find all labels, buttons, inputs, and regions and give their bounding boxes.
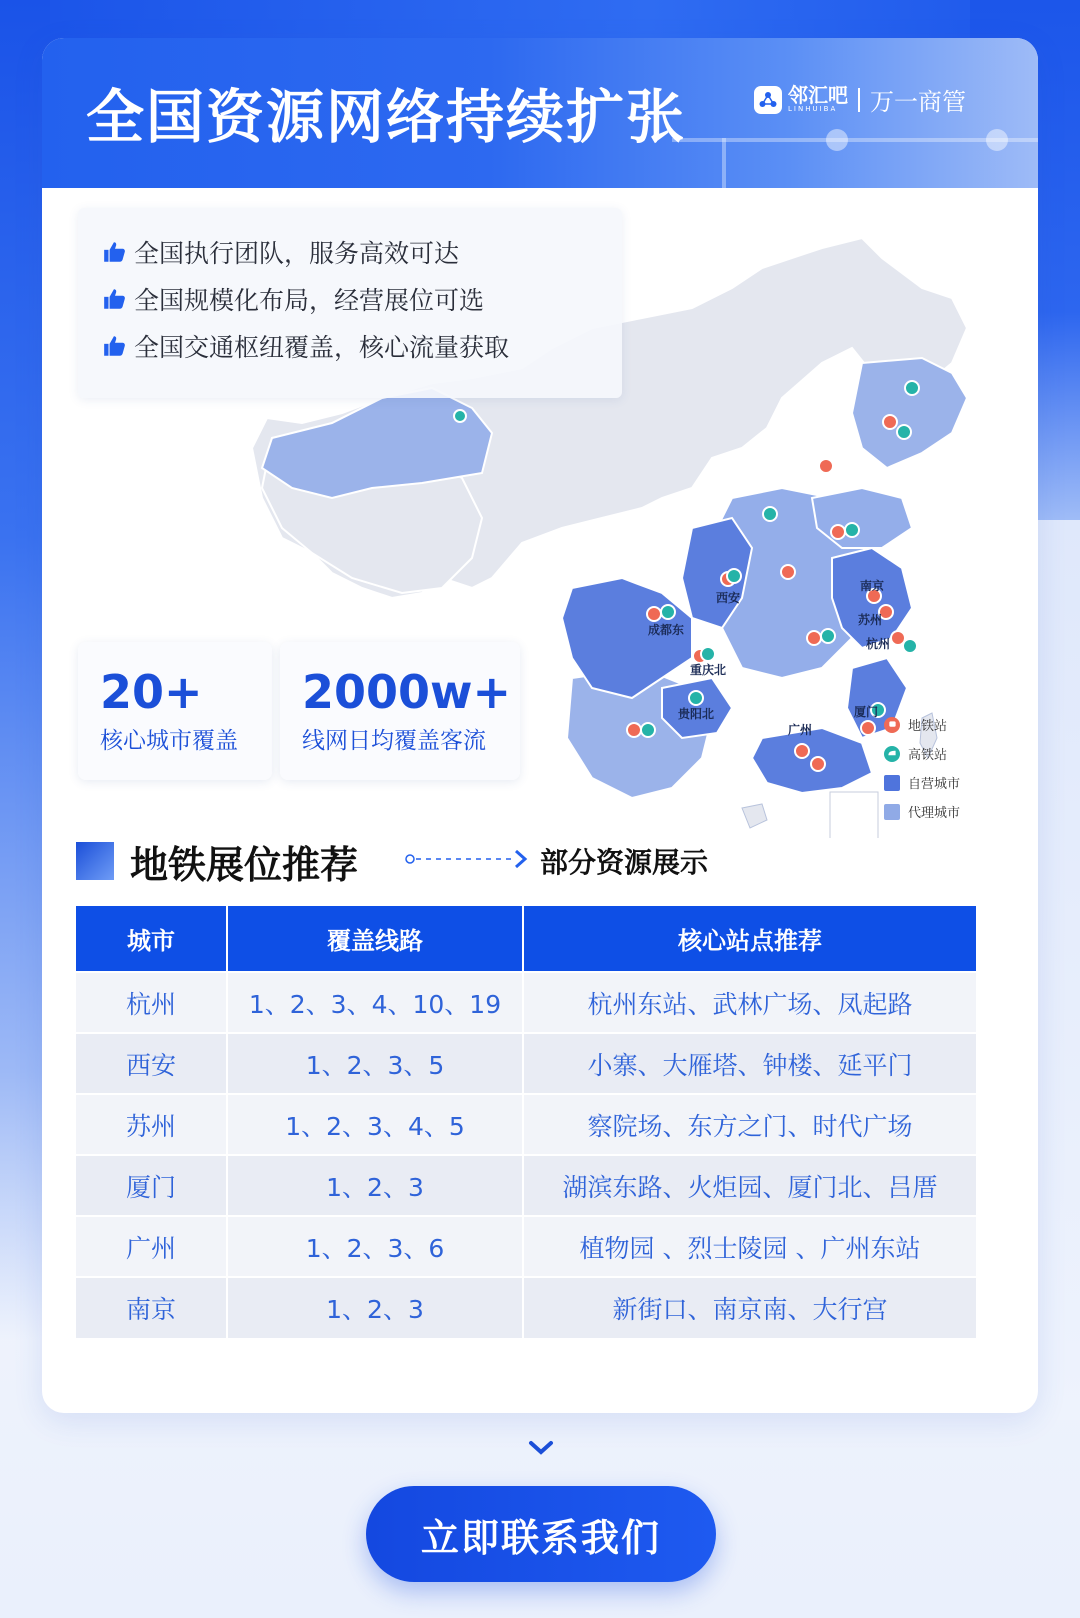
table-header-row bbox=[76, 906, 976, 972]
hsr-station-marker bbox=[845, 523, 859, 537]
section-title: 地铁展位推荐 bbox=[130, 843, 359, 887]
brand-separator bbox=[858, 88, 860, 112]
brand bbox=[754, 82, 966, 117]
legend-label: 代理城市 bbox=[908, 806, 961, 821]
table-cell-lines: 1、2、3 bbox=[227, 1155, 523, 1216]
hsr-station-marker bbox=[763, 507, 777, 521]
stat-label: 核心城市覆盖 bbox=[100, 728, 238, 754]
table-header-stations: 核心站点推荐 bbox=[523, 906, 976, 972]
section-marker bbox=[76, 842, 114, 880]
table-cell-city: 苏州 bbox=[76, 1094, 227, 1155]
metro-station-marker bbox=[819, 459, 833, 473]
metro-station-marker bbox=[627, 723, 641, 737]
legend-label: 自营城市 bbox=[908, 777, 961, 792]
table-cell-city: 南京 bbox=[76, 1277, 227, 1338]
hsr-station-marker bbox=[897, 425, 911, 439]
table-cell-lines: 1、2、3、4、10、19 bbox=[227, 972, 523, 1033]
hsr-station-marker bbox=[821, 629, 835, 643]
header-decoration-line-vertical bbox=[722, 138, 726, 188]
map-inset-south-sea bbox=[830, 792, 878, 838]
city-label-xian: 西安 bbox=[716, 591, 741, 605]
thumbs-up-icon bbox=[102, 333, 128, 359]
hsr-station-marker bbox=[641, 723, 655, 737]
legend-label: 地铁站 bbox=[908, 719, 948, 734]
feature-list bbox=[78, 208, 622, 398]
city-label-chengdu: 成都东 bbox=[648, 623, 685, 637]
feature-text: 全国执行团队，服务高效可达 bbox=[134, 238, 460, 268]
stat-label: 线网日均覆盖客流 bbox=[302, 728, 486, 754]
header-decoration-line bbox=[672, 138, 1038, 142]
metro-station-marker bbox=[795, 744, 809, 758]
section-subtitle: 部分资源展示 bbox=[540, 846, 709, 879]
map-region-agent-northeast bbox=[852, 358, 967, 468]
feature-text: 全国交通枢纽覆盖，核心流量获取 bbox=[134, 332, 510, 362]
card-header bbox=[42, 38, 1038, 188]
brand-name: 邻汇吧 bbox=[788, 83, 848, 107]
metro-station-marker bbox=[883, 415, 897, 429]
header-decoration-dot bbox=[986, 129, 1008, 151]
hsr-station-icon bbox=[884, 746, 900, 762]
table-cell-city: 广州 bbox=[76, 1216, 227, 1277]
metro-station-marker bbox=[811, 757, 825, 771]
city-label-guiyang: 贵阳北 bbox=[678, 707, 715, 721]
metro-station-marker bbox=[807, 631, 821, 645]
table-cell-lines: 1、2、3 bbox=[227, 1277, 523, 1338]
table-cell-lines: 1、2、3、6 bbox=[227, 1216, 523, 1277]
stat-card-cities bbox=[78, 642, 272, 780]
table-row bbox=[76, 1094, 976, 1155]
metro-station-marker bbox=[781, 565, 795, 579]
legend-item-hsr bbox=[884, 739, 960, 768]
metro-station-marker bbox=[647, 607, 661, 621]
contact-us-button[interactable]: 立即联系我们 bbox=[366, 1486, 716, 1582]
hsr-station-marker bbox=[689, 691, 703, 705]
city-label-nanjing: 南京 bbox=[860, 579, 885, 593]
feature-item bbox=[102, 228, 598, 275]
map-region-hainan bbox=[742, 804, 767, 828]
hsr-station-marker bbox=[661, 605, 675, 619]
brand-partner: 万一商管 bbox=[870, 88, 966, 116]
legend-item-self-city bbox=[884, 768, 960, 797]
metro-booth-table bbox=[76, 906, 976, 1338]
self-city-swatch bbox=[884, 775, 900, 791]
city-label-xiamen: 厦门 bbox=[854, 705, 879, 719]
table-cell-stations: 湖滨东路、火炬园、厦门北、吕厝 bbox=[523, 1155, 976, 1216]
hsr-station-marker bbox=[454, 410, 466, 422]
table-row bbox=[76, 1155, 976, 1216]
feature-text: 全国规模化布局，经营展位可选 bbox=[134, 285, 485, 315]
metro-station-icon bbox=[884, 717, 900, 733]
feature-item bbox=[102, 322, 598, 369]
table-row bbox=[76, 1277, 976, 1338]
stat-value: 2000w+ bbox=[302, 665, 512, 719]
brand-logo-icon bbox=[754, 86, 782, 114]
table-cell-city: 厦门 bbox=[76, 1155, 227, 1216]
page-title: 全国资源网络持续扩张 bbox=[86, 83, 687, 151]
map-legend bbox=[884, 710, 960, 826]
hsr-station-marker bbox=[701, 647, 715, 661]
metro-station-marker bbox=[861, 721, 875, 735]
table-row bbox=[76, 1033, 976, 1094]
thumbs-up-icon bbox=[102, 286, 128, 312]
table-cell-stations: 新街口、南京南、大行宫 bbox=[523, 1277, 976, 1338]
hsr-station-marker bbox=[905, 381, 919, 395]
table-cell-stations: 小寨、大雁塔、钟楼、延平门 bbox=[523, 1033, 976, 1094]
table-row bbox=[76, 1216, 976, 1277]
table-cell-lines: 1、2、3、4、5 bbox=[227, 1094, 523, 1155]
table-cell-stations: 杭州东站、武林广场、凤起路 bbox=[523, 972, 976, 1033]
dashed-arrow-icon bbox=[404, 848, 534, 870]
thumbs-up-icon bbox=[102, 239, 128, 265]
stat-card-traffic bbox=[280, 642, 520, 780]
table-cell-stations: 察院场、东方之门、时代广场 bbox=[523, 1094, 976, 1155]
legend-label: 高铁站 bbox=[908, 748, 948, 763]
metro-station-marker bbox=[831, 525, 845, 539]
header-decoration-dot bbox=[826, 129, 848, 151]
brand-text bbox=[788, 85, 848, 114]
brand-sub: LINHUIBA bbox=[788, 105, 838, 113]
table-cell-city: 西安 bbox=[76, 1033, 227, 1094]
table-row bbox=[76, 972, 976, 1033]
legend-item-agent-city bbox=[884, 797, 960, 826]
city-label-hangzhou: 杭州 bbox=[866, 637, 891, 651]
table-cell-city: 杭州 bbox=[76, 972, 227, 1033]
chevron-down-icon[interactable] bbox=[528, 1440, 554, 1456]
city-label-guangzhou: 广州 bbox=[788, 723, 813, 737]
legend-item-metro bbox=[884, 710, 960, 739]
stat-value: 20+ bbox=[100, 665, 203, 719]
content-card bbox=[42, 38, 1038, 1413]
table-cell-lines: 1、2、3、5 bbox=[227, 1033, 523, 1094]
city-label-chongqing: 重庆北 bbox=[690, 663, 727, 677]
feature-item bbox=[102, 275, 598, 322]
agent-city-swatch bbox=[884, 804, 900, 820]
city-label-suzhou: 苏州 bbox=[858, 613, 883, 627]
table-header-lines: 覆盖线路 bbox=[227, 906, 523, 972]
table-header-city: 城市 bbox=[76, 906, 227, 972]
hsr-station-marker bbox=[903, 639, 917, 653]
hsr-station-marker bbox=[727, 569, 741, 583]
table-cell-stations: 植物园 、烈士陵园 、广州东站 bbox=[523, 1216, 976, 1277]
